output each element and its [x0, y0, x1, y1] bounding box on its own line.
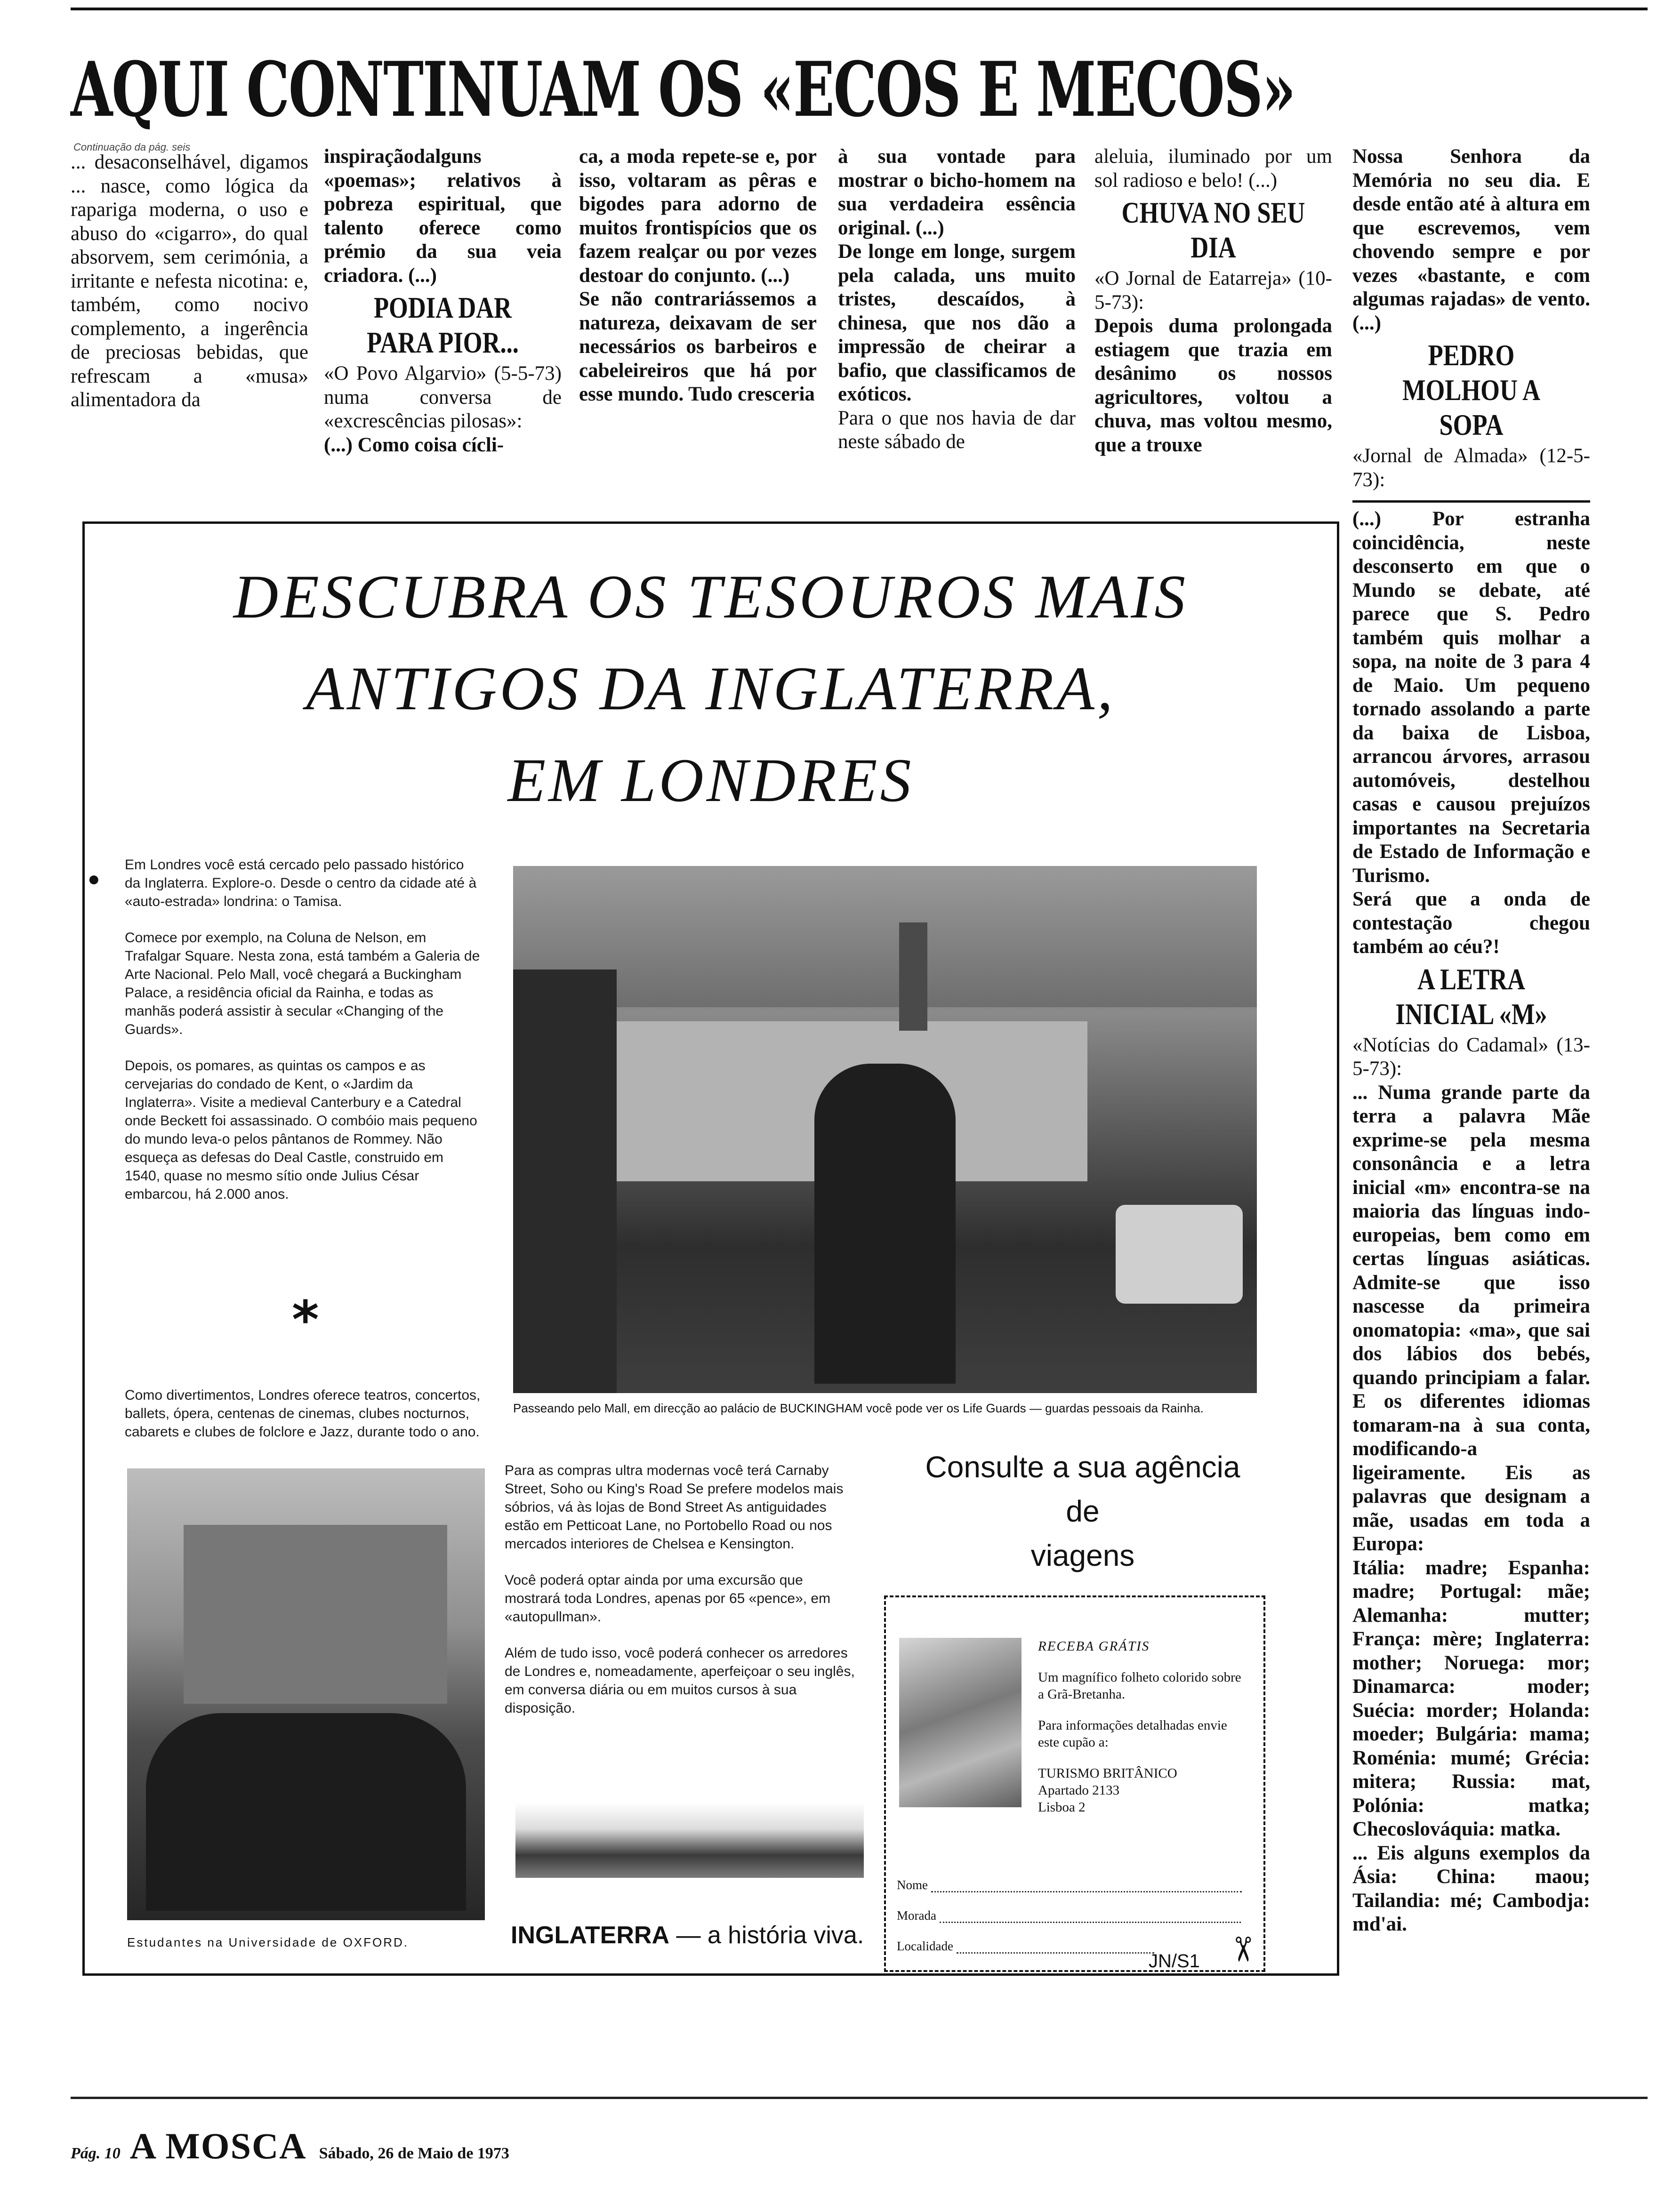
- mounted-guard: [814, 1064, 956, 1384]
- coupon-address: Lisboa 2: [1038, 1800, 1086, 1815]
- field-label: Nome: [897, 1878, 928, 1892]
- source-line: «O Jornal de Eatarreja» (10-5-73):: [1094, 267, 1332, 313]
- coupon-line: Um magnífico folheto colorido sobre a Grã-Bretanha.: [1038, 1670, 1241, 1702]
- ad-headline-line: DESCUBRA OS TESOUROS MAIS: [233, 562, 1189, 631]
- ad-left-text: [125, 856, 483, 1221]
- coupon-code: JN/S1: [1149, 1951, 1200, 1972]
- photo-caption: Passeando pelo Mall, em direcção ao palácio de BUCKINGHAM você pode ver os Life Guards — guardas pessoais da Rainha.: [513, 1401, 1204, 1415]
- ad-paragraph: Como divertimentos, Londres oferece teatros, concertos, ballets, ópera, centenas de cinemas, clubes nocturnos, cabarets e clubes de folclore e Jazz, durante todo o ano.: [125, 1387, 481, 1440]
- body-text: aleluia, iluminado por um sol radioso e belo! (...): [1094, 145, 1332, 192]
- tree-left: [513, 970, 617, 1393]
- page-title: AQUI CONTINUAM OS «ECOS E MECOS»: [71, 45, 1295, 134]
- page-number: Pág. 10: [71, 2145, 121, 2162]
- newspaper-brand: A MOSCA: [129, 2125, 307, 2166]
- coupon-line: Para informações detalhadas envie este cupão a:: [1038, 1718, 1227, 1750]
- body-text: Se não contrariássemos a natureza, deixavam de ser necessários os barbeiros e cabeleireiros que há por esse mundo. Tudo cresceria: [579, 288, 817, 405]
- issue-date: Sábado, 26 de Maio de 1973: [319, 2145, 509, 2162]
- buckingham-guards-photo: [513, 866, 1257, 1393]
- students-group: [146, 1713, 466, 1911]
- bullet-mark: ●: [88, 867, 100, 890]
- coupon-field-localidade[interactable]: [897, 1939, 1154, 1954]
- body-text: Nossa Senhora da Memória no seu dia. E desde então até à altura em que escrevemos, vem chovendo sempre e por vezes «bastante, e com algumas rajadas» de vento. (...): [1352, 145, 1590, 334]
- body-text: Para o que nos havia de dar neste sábado de: [838, 407, 1076, 453]
- top-rule: [71, 8, 1648, 10]
- coupon-text: [1038, 1638, 1250, 1816]
- article-column-3: [579, 145, 817, 489]
- coupon-title: RECEBA GRÁTIS: [1038, 1639, 1150, 1654]
- field-line[interactable]: [931, 1881, 1242, 1892]
- body-text: Será que a onda de contestação chegou também ao céu?!: [1352, 888, 1590, 958]
- sky-area: [513, 866, 1257, 1007]
- oxford-caption: Estudantes na Universidade de OXFORD.: [127, 1935, 409, 1949]
- ad-paragraph: Para as compras ultra modernas você terá Carnaby Street, Soho ou King's Road Se prefere modelos mais sóbrios, vá às lojas de Bond Street As antiguidades estão em Petticoat Lane, no Portobello Road ou nos mercados interiores de Chelsea e Kensington.: [505, 1463, 844, 1552]
- carriage-procession-image: [515, 1803, 864, 1878]
- vintage-car: [1116, 1205, 1243, 1304]
- section-heading-pedro-molhou-a-sopa: PEDRO MOLHOU A SOPA: [1402, 338, 1541, 441]
- oxford-students-photo: [127, 1468, 485, 1920]
- coupon-address: Apartado 2133: [1038, 1783, 1120, 1798]
- ad-headline-line: ANTIGOS DA INGLATERRA,: [306, 654, 1116, 723]
- source-line: «O Povo Algarvio» (5-5-73) numa conversa de «excrescências pilosas»:: [324, 362, 562, 432]
- coupon-field-morada[interactable]: [897, 1908, 1241, 1923]
- scissors-icon: ✂: [1223, 1935, 1263, 1964]
- ad-middle-text: [505, 1461, 862, 1735]
- field-line[interactable]: [940, 1911, 1241, 1923]
- body-text: ... Numa grande parte da terra a palavra Mãe exprime-se pela mesma consonância e a letra inicial «m» encontra-se na maioria das línguas indo-europeias, bem como em certas línguas asiáticas. Admite-se que isso nascesse da primeira onomatopia: «ma», que sai dos lábios dos bebés, quando principiam a falar. E os diferentes idiomas tomaram-na à sua conta, modificando-a ligeiramente. Eis as palavras que designam a mãe, usadas em toda a Europa:: [1352, 1081, 1590, 1555]
- section-heading-a-letra-inicial-m: A LETRA INICIAL «M»: [1395, 962, 1547, 1031]
- ad-left-text-bottom: [125, 1386, 483, 1459]
- tagline-rest: a história viva.: [707, 1922, 864, 1949]
- article-column-2: [324, 145, 562, 489]
- body-text: De longe em longe, surgem pela calada, uns muito tristes, descaídos, à chinesa, que nos dão a impressão de cheirar a bafio, que classificamos de exóticos.: [838, 240, 1076, 405]
- body-text: ca, a moda repete-se e, por isso, voltaram as pêras e bigodes para adorno de muitos frontispícios que os fazem realçar ou por vezes destoar do conjunto. (...): [579, 145, 817, 287]
- body-text: Itália: madre; Espanha: madre; Portugal: mãe; Alemanha: mutter; França: mère; Inglaterra: mother; Noruega: mor; Dinamarca: moder; Suécia: morder; Holanda: moeder; Bulgária: mama; Roménia: mumé; Grécia: mitera; Russia: mat, Polónia: matka; Checoslováquia: matka.: [1352, 1556, 1590, 1840]
- agency-callout-line: Consulte a sua agência: [925, 1450, 1240, 1484]
- ad-paragraph: Você poderá optar ainda por uma excursão que mostrará toda Londres, apenas por 65 «pence», em «autopullman».: [505, 1572, 831, 1625]
- article-column-4: [838, 145, 1076, 493]
- body-text: ... desaconselhável, digamos ... nasce, como lógica da rapariga moderna, o uso e abuso do «cigarro», do qual absorvem, sem cerimónia, a irritante e nefesta nicotina: e, também, como nocivo complemento, a ingerência de preciosas bebidas, que refrescam a «musa» alimentadora da: [71, 151, 308, 411]
- article-column-6: [1352, 145, 1590, 2079]
- ad-tagline: [511, 1921, 864, 1949]
- brochure-image: [899, 1638, 1022, 1807]
- body-text: à sua vontade para mostrar o bicho-homem na sua verdadeira essência original. (...): [838, 145, 1076, 239]
- ad-paragraph: Além de tudo isso, você poderá conhecer os arredores de Londres e, nomeadamente, aperfeiçoar o seu inglês, em conversa diária ou em muitos cursos à sua disposição.: [505, 1645, 855, 1716]
- tagline-brand: INGLATERRA: [511, 1922, 670, 1949]
- ad-paragraph: Depois, os pomares, as quintas os campos e as cervejarias do condado de Kent, o «Jardim da Inglaterra». Visite a medieval Canterbury e a Catedral onde Beckett foi assassinado. O combóio mais pequeno do mundo leva-o pelos pântanos de Rommey. Não esqueça as defesas do Deal Castle, construido em 1540, quase no mesmo sítio onde Julius César embarcou, há 2.000 anos.: [125, 1058, 477, 1202]
- agency-callout-line: viagens: [1030, 1539, 1135, 1572]
- monument-column: [899, 922, 927, 1031]
- column-rule: [1352, 500, 1590, 503]
- section-heading-podia-dar-para-pior: PODIA DAR PARA PIOR...: [367, 291, 519, 359]
- article-column-1: [71, 151, 308, 489]
- footer-rule: [71, 2097, 1648, 2099]
- agency-callout-line: de: [1066, 1494, 1100, 1528]
- body-text: (...) Como coisa cícli-: [324, 433, 504, 456]
- body-text: inspiraçãodalguns «poemas»; relativos à pobreza espiritual, que talento oferece como prémio da sua veia criadora. (...): [324, 145, 562, 287]
- coupon-address: TURISMO BRITÂNICO: [1038, 1766, 1177, 1781]
- article-column-5: [1094, 145, 1332, 493]
- field-label: Morada: [897, 1908, 936, 1923]
- coupon-field-nome[interactable]: [897, 1878, 1242, 1892]
- ad-headline-line: EM LONDRES: [507, 745, 914, 815]
- asterisk-ornament: *: [292, 1290, 319, 1350]
- continuation-note: Continuação da pág. seis: [73, 141, 191, 153]
- source-line: «Jornal de Almada» (12-5-73):: [1352, 445, 1590, 491]
- tagline-dash: —: [676, 1922, 701, 1949]
- body-text: Depois duma prolongada estiagem que trazia em desânimo os nossos agricultores, voltou a chuva, mas voltou mesmo, que a trouxe: [1094, 315, 1332, 456]
- ad-paragraph: Comece por exemplo, na Coluna de Nelson, em Trafalgar Square. Nesta zona, está também a Galeria de Arte Nacional. Pelo Mall, você chegará a Buckingham Palace, a residência oficial da Rainha, e todas as manhãs poderá assistir à secular «Changing of the Guards».: [125, 930, 480, 1037]
- section-heading-chuva-no-seu-dia: CHUVA NO SEU DIA: [1121, 196, 1305, 264]
- agency-callout: [894, 1445, 1271, 1578]
- college-building: [184, 1525, 447, 1704]
- body-text: (...) Por estranha coincidência, neste desconserto em que o Mundo se debate, até parece que S. Pedro também quis molhar a sopa, na noite de 3 para 4 de Maio. Um pequeno tornado assolando a parte da baixa de Lisboa, arrancou árvores, arrasou automóveis, destelhou casas e causou prejuízos importantes na Secretaria de Estado de Informação e Turismo.: [1352, 508, 1590, 887]
- field-label: Localidade: [897, 1939, 953, 1953]
- ad-paragraph: Em Londres você está cercado pelo passado histórico da Inglaterra. Explore-o. Desde o centro da cidade até à «auto-estrada» londrina: o Tamisa.: [125, 857, 477, 909]
- field-line[interactable]: [957, 1942, 1154, 1954]
- body-text: ... Eis alguns exemplos da Ásia: China: maou; Tailandia: mé; Cambodja: md'ai.: [1352, 1842, 1590, 1935]
- footer: [71, 2125, 509, 2167]
- ad-headline: [82, 551, 1339, 826]
- source-line: «Notícias do Cadamal» (13-5-73):: [1352, 1034, 1590, 1080]
